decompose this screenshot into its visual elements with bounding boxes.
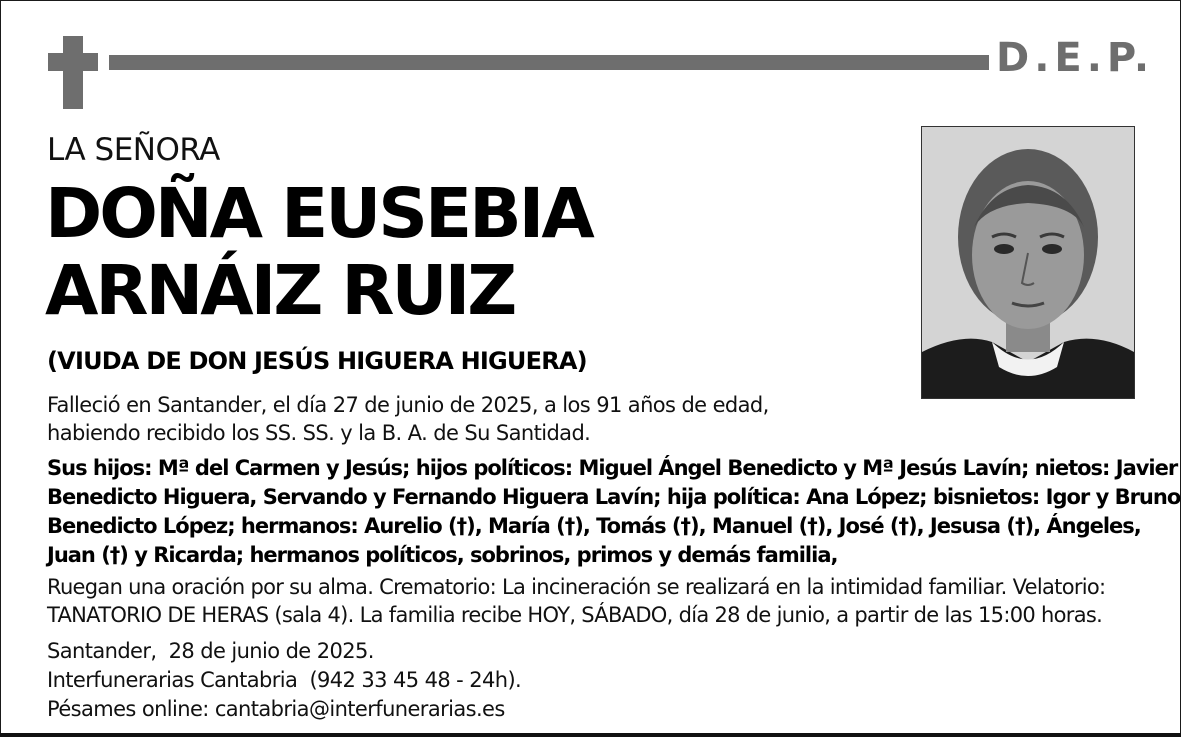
footer-info (47, 637, 747, 724)
family-line-1: Sus hijos: Mª del Carmen y Jesús; hijos políticos: Miguel Ángel Benedicto y Mª Jesús Lavín; nietos: Javier (47, 456, 1178, 480)
family-line-3: Benedicto López; hermanos: Aurelio (†), María (†), Tomás (†), Manuel (†), José (†), Jesusa (†), Ángeles, (47, 514, 1141, 538)
family-line-2: Benedicto Higuera, Servando y Fernando Higuera Lavín; hija política: Ana López; bisnietos: Igor y Bruno (47, 485, 1181, 509)
portrait-illustration (922, 127, 1134, 398)
prayer-notice (47, 573, 1157, 629)
family-line-4: Juan (†) y Ricarda; hermanos políticos, sobrinos, primos y demás familia, (47, 543, 838, 567)
funeral-home: Interfunerarias Cantabria (942 33 45 48 - 24h). (47, 668, 522, 692)
deceased-name (45, 176, 592, 330)
bottom-border (0, 733, 1181, 737)
deceased-name-line-1: DOÑA EUSEBIA (45, 174, 592, 254)
honorific-title: LA SEÑORA (47, 132, 220, 168)
condolences-email: Pésames online: cantabria@interfunerarias.es (47, 697, 505, 721)
cross-icon-bar (48, 53, 98, 71)
death-notice-line-1: Falleció en Santander, el día 27 de junio de 2025, a los 91 años de edad, (47, 393, 769, 417)
portrait-photo (921, 126, 1135, 399)
deceased-name-line-2: ARNÁIZ RUIZ (45, 251, 515, 331)
death-notice (47, 391, 827, 447)
place-date: Santander, 28 de junio de 2025. (47, 639, 374, 663)
death-notice-line-2: habiendo recibido los SS. SS. y la B. A. de Su Santidad. (47, 421, 591, 445)
prayer-line-2: TANATORIO DE HERAS (sala 4). La familia recibe HOY, SÁBADO, día 28 de junio, a partir de las 15:00 horas. (47, 603, 1103, 627)
dep-label: D.E.P. (996, 35, 1155, 81)
header-rule (109, 55, 989, 70)
cross-icon (63, 36, 83, 109)
family-list (47, 454, 1181, 570)
prayer-line-1: Ruegan una oración por su alma. Crematorio: La incineración se realizará en la intimidad familiar. Velatorio: (47, 575, 1106, 599)
widow-of: (VIUDA DE DON JESÚS HIGUERA HIGUERA) (47, 347, 587, 375)
